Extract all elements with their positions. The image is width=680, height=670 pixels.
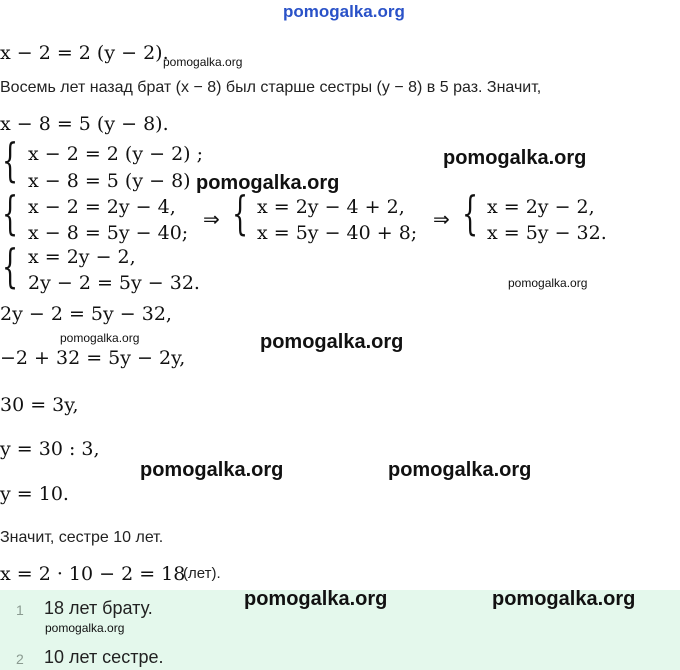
answer-2-text: 10 лет сестре. xyxy=(44,647,164,667)
watermark-7: pomogalka.org xyxy=(140,459,284,481)
text-paragraph-1: Восемь лет назад брат (x − 8) был старше сестры (y − 8) в 5 раз. Значит, xyxy=(0,79,542,96)
equation-8-unit: (лет). xyxy=(183,565,221,582)
system-4-line-b: x = 5y − 32. xyxy=(487,222,607,244)
system-5-line-b: 2y − 2 = 5y − 32. xyxy=(28,272,200,294)
system-brace-2: { xyxy=(2,186,19,240)
answer-1-number: 1 xyxy=(16,602,24,618)
watermark-8: pomogalka.org xyxy=(388,459,532,481)
system-3-line-a: x = 2y − 4 + 2, xyxy=(257,196,405,218)
implies-arrow-1: ⇒ xyxy=(203,207,220,231)
answer-2-number: 2 xyxy=(16,651,24,667)
text-paragraph-2: Значит, сестре 10 лет. xyxy=(0,529,164,546)
equation-2: x − 8 = 5 (y − 8). xyxy=(0,113,169,135)
system-4-line-a: x = 2y − 2, xyxy=(487,196,595,218)
system-2-line-b: x − 8 = 5y − 40; xyxy=(28,222,189,244)
system-3-line-b: x = 5y − 40 + 8; xyxy=(257,222,418,244)
answer-1-text: 18 лет брату. xyxy=(44,598,153,618)
equation-4: −2 + 32 = 5y − 2y, xyxy=(0,347,186,369)
equation-7: y = 10. xyxy=(0,483,69,505)
watermark-9: pomogalka.org xyxy=(45,621,125,635)
equation-1: x − 2 = 2 (y − 2). xyxy=(0,42,169,64)
equation-6: y = 30 : 3, xyxy=(0,438,100,460)
watermark-5: pomogalka.org xyxy=(60,331,140,345)
watermark-2: pomogalka.org xyxy=(196,172,340,194)
system-5-line-a: x = 2y − 2, xyxy=(28,246,136,268)
system-1-line-a: x − 2 = 2 (y − 2) ; xyxy=(28,143,204,165)
watermark-10: pomogalka.org xyxy=(244,588,388,610)
system-1-line-b: x − 8 = 5 (y − 8) . xyxy=(28,170,203,192)
system-brace-3: { xyxy=(232,186,249,240)
system-brace-1: { xyxy=(2,133,19,187)
system-brace-4: { xyxy=(462,186,479,240)
watermark-4: pomogalka.org xyxy=(508,276,588,290)
equation-5: 30 = 3y, xyxy=(0,394,79,416)
watermark-top: pomogalka.org xyxy=(283,2,405,21)
watermark-1: pomogalka.org xyxy=(163,55,243,69)
watermark-3: pomogalka.org xyxy=(443,147,587,169)
implies-arrow-2: ⇒ xyxy=(433,207,450,231)
equation-8: x = 2 · 10 − 2 = 18 xyxy=(0,563,186,585)
system-2-line-a: x − 2 = 2y − 4, xyxy=(28,196,176,218)
system-brace-5: { xyxy=(2,239,19,293)
watermark-6: pomogalka.org xyxy=(260,331,404,353)
equation-3: 2y − 2 = 5y − 32, xyxy=(0,303,172,325)
watermark-11: pomogalka.org xyxy=(492,588,636,610)
